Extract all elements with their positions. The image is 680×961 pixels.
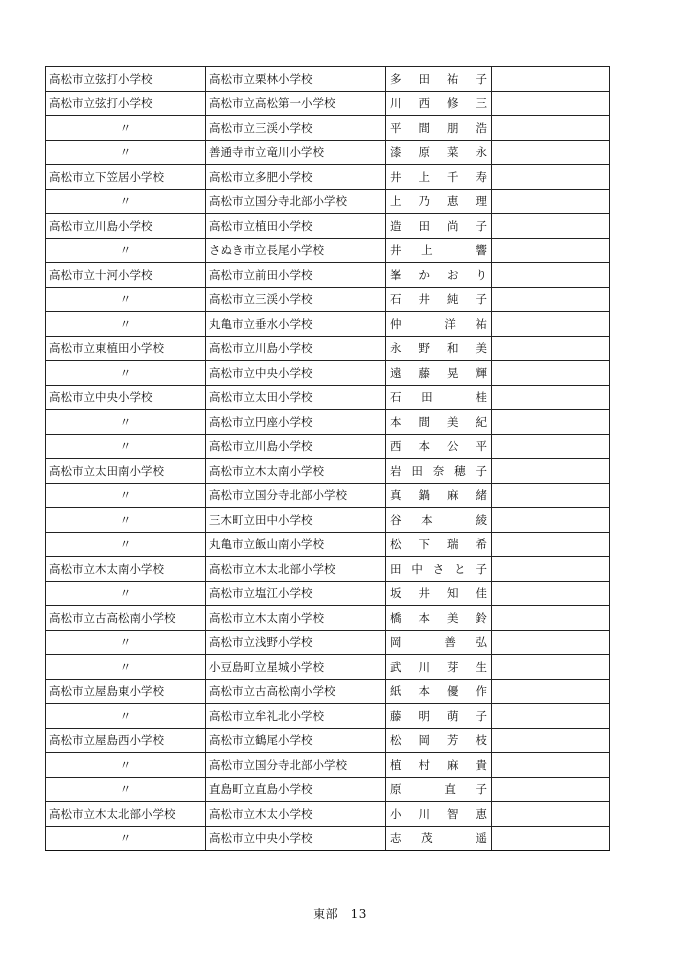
assigned-school-cell: 〃 xyxy=(46,361,206,386)
teacher-name-cell xyxy=(386,802,492,827)
teacher-name-cell xyxy=(386,214,492,239)
table-row xyxy=(46,532,610,557)
teacher-name: 井 上 響 xyxy=(390,243,487,258)
remarks-cell xyxy=(492,410,610,435)
remarks-cell xyxy=(492,557,610,582)
assigned-school-cell: 〃 xyxy=(46,116,206,141)
table-row xyxy=(46,165,610,190)
teacher-name: 平 間 朋 浩 xyxy=(390,120,487,135)
teacher-name: 武 川 芽 生 xyxy=(390,659,487,674)
previous-school-cell: 高松市立中央小学校 xyxy=(206,361,386,386)
remarks-cell xyxy=(492,606,610,631)
previous-school-cell: 高松市立植田小学校 xyxy=(206,214,386,239)
table-row xyxy=(46,189,610,214)
teacher-name: 漆 原 菜 永 xyxy=(390,145,487,160)
teacher-name-cell xyxy=(386,483,492,508)
previous-school-cell: さぬき市立長尾小学校 xyxy=(206,238,386,263)
teacher-name: 永 野 和 美 xyxy=(390,341,487,356)
remarks-cell xyxy=(492,508,610,533)
remarks-cell xyxy=(492,777,610,802)
previous-school-cell: 高松市立木太北部小学校 xyxy=(206,557,386,582)
teacher-name: 小 川 智 恵 xyxy=(390,806,487,821)
remarks-cell xyxy=(492,753,610,778)
previous-school-cell: 丸亀市立垂水小学校 xyxy=(206,312,386,337)
previous-school-cell: 高松市立三渓小学校 xyxy=(206,116,386,141)
remarks-cell xyxy=(492,287,610,312)
teacher-name-cell xyxy=(386,91,492,116)
previous-school-cell: 高松市立塩江小学校 xyxy=(206,581,386,606)
assigned-school-cell: 高松市立古高松南小学校 xyxy=(46,606,206,631)
remarks-cell xyxy=(492,263,610,288)
assigned-school-cell: 高松市立川島小学校 xyxy=(46,214,206,239)
assigned-school-cell: 高松市立太田南小学校 xyxy=(46,459,206,484)
previous-school-cell: 高松市立浅野小学校 xyxy=(206,630,386,655)
table-row xyxy=(46,263,610,288)
table-row xyxy=(46,140,610,165)
remarks-cell xyxy=(492,312,610,337)
previous-school-cell: 善通寺市立竜川小学校 xyxy=(206,140,386,165)
teacher-name: 石 井 純 子 xyxy=(390,292,487,307)
remarks-cell xyxy=(492,238,610,263)
assigned-school-cell: 〃 xyxy=(46,483,206,508)
teacher-name: 西 本 公 平 xyxy=(390,439,487,454)
teacher-name: 本 間 美 紀 xyxy=(390,414,487,429)
teacher-name: 石 田 桂 xyxy=(390,390,487,405)
remarks-cell xyxy=(492,532,610,557)
teacher-name: 志 茂 遥 xyxy=(390,831,487,846)
previous-school-cell: 高松市立木太南小学校 xyxy=(206,459,386,484)
assigned-school-cell: 〃 xyxy=(46,140,206,165)
teacher-name-cell xyxy=(386,361,492,386)
table-row xyxy=(46,67,610,92)
remarks-cell xyxy=(492,116,610,141)
teacher-name-cell xyxy=(386,826,492,851)
remarks-cell xyxy=(492,679,610,704)
previous-school-cell: 高松市立国分寺北部小学校 xyxy=(206,753,386,778)
teacher-name-cell xyxy=(386,238,492,263)
remarks-cell xyxy=(492,581,610,606)
teacher-name: 岡 善 弘 xyxy=(390,635,487,650)
table-row xyxy=(46,361,610,386)
remarks-cell xyxy=(492,385,610,410)
table-row xyxy=(46,336,610,361)
teacher-name-cell xyxy=(386,581,492,606)
table-row xyxy=(46,483,610,508)
assigned-school-cell: 〃 xyxy=(46,655,206,680)
teacher-name-cell xyxy=(386,508,492,533)
teacher-name-cell xyxy=(386,410,492,435)
teacher-name-cell xyxy=(386,753,492,778)
assigned-school-cell: 高松市立屋島東小学校 xyxy=(46,679,206,704)
table-row xyxy=(46,508,610,533)
table-row xyxy=(46,410,610,435)
previous-school-cell: 高松市立太田小学校 xyxy=(206,385,386,410)
teacher-name: 原 直 子 xyxy=(390,782,487,797)
assigned-school-cell: 〃 xyxy=(46,312,206,337)
teacher-name-cell xyxy=(386,655,492,680)
teacher-name-cell xyxy=(386,777,492,802)
teacher-name: 川 西 修 三 xyxy=(390,96,487,111)
previous-school-cell: 高松市立川島小学校 xyxy=(206,434,386,459)
remarks-cell xyxy=(492,140,610,165)
table-row xyxy=(46,287,610,312)
table-row xyxy=(46,753,610,778)
remarks-cell xyxy=(492,630,610,655)
table-row xyxy=(46,826,610,851)
remarks-cell xyxy=(492,434,610,459)
teacher-name-cell xyxy=(386,434,492,459)
previous-school-cell: 高松市立牟礼北小学校 xyxy=(206,704,386,729)
teacher-name-cell xyxy=(386,630,492,655)
remarks-cell xyxy=(492,214,610,239)
previous-school-cell: 高松市立高松第一小学校 xyxy=(206,91,386,116)
previous-school-cell: 高松市立円座小学校 xyxy=(206,410,386,435)
assigned-school-cell: 〃 xyxy=(46,287,206,312)
teacher-name-cell xyxy=(386,606,492,631)
table-row xyxy=(46,679,610,704)
table-row xyxy=(46,630,610,655)
previous-school-cell: 高松市立中央小学校 xyxy=(206,826,386,851)
assigned-school-cell: 〃 xyxy=(46,826,206,851)
table-row xyxy=(46,116,610,141)
table-row xyxy=(46,214,610,239)
assigned-school-cell: 〃 xyxy=(46,508,206,533)
table-row xyxy=(46,434,610,459)
table-row xyxy=(46,802,610,827)
table-row xyxy=(46,777,610,802)
teacher-name-cell xyxy=(386,67,492,92)
assignment-table xyxy=(45,66,610,851)
teacher-name-cell xyxy=(386,336,492,361)
teacher-name-cell xyxy=(386,532,492,557)
teacher-name: 岩 田 奈 穂 子 xyxy=(390,463,487,478)
teacher-name: 仲 洋 祐 xyxy=(390,316,487,331)
table-row xyxy=(46,606,610,631)
teacher-name: 造 田 尚 子 xyxy=(390,218,487,233)
teacher-name-cell xyxy=(386,459,492,484)
table-row xyxy=(46,704,610,729)
teacher-name: 坂 井 知 佳 xyxy=(390,586,487,601)
remarks-cell xyxy=(492,67,610,92)
previous-school-cell: 丸亀市立飯山南小学校 xyxy=(206,532,386,557)
assigned-school-cell: 高松市立屋島西小学校 xyxy=(46,728,206,753)
teacher-name: 井 上 千 寿 xyxy=(390,169,487,184)
table-row xyxy=(46,385,610,410)
previous-school-cell: 高松市立多肥小学校 xyxy=(206,165,386,190)
teacher-name: 上 乃 恵 理 xyxy=(390,194,487,209)
assigned-school-cell: 〃 xyxy=(46,753,206,778)
teacher-name-cell xyxy=(386,704,492,729)
teacher-name: 遠 藤 晃 輝 xyxy=(390,365,487,380)
assigned-school-cell: 〃 xyxy=(46,189,206,214)
assigned-school-cell: 高松市立下笠居小学校 xyxy=(46,165,206,190)
teacher-name: 田 中 さ と 子 xyxy=(390,561,487,576)
remarks-cell xyxy=(492,704,610,729)
teacher-name: 谷 本 綾 xyxy=(390,512,487,527)
remarks-cell xyxy=(492,826,610,851)
table-row xyxy=(46,312,610,337)
assigned-school-cell: 〃 xyxy=(46,238,206,263)
assigned-school-cell: 高松市立十河小学校 xyxy=(46,263,206,288)
previous-school-cell: 高松市立前田小学校 xyxy=(206,263,386,288)
teacher-name: 真 鍋 麻 緒 xyxy=(390,488,487,503)
assigned-school-cell: 高松市立木太北部小学校 xyxy=(46,802,206,827)
teacher-name-cell xyxy=(386,165,492,190)
remarks-cell xyxy=(492,91,610,116)
table-row xyxy=(46,459,610,484)
teacher-name: 植 村 麻 貴 xyxy=(390,757,487,772)
teacher-name-cell xyxy=(386,679,492,704)
assigned-school-cell: 〃 xyxy=(46,410,206,435)
teacher-name: 松 下 瑞 希 xyxy=(390,537,487,552)
previous-school-cell: 高松市立三渓小学校 xyxy=(206,287,386,312)
teacher-name: 峯 か お り xyxy=(390,267,487,282)
assigned-school-cell: 高松市立中央小学校 xyxy=(46,385,206,410)
table-body xyxy=(46,67,610,851)
teacher-name-cell xyxy=(386,557,492,582)
teacher-name-cell xyxy=(386,116,492,141)
teacher-name-cell xyxy=(386,140,492,165)
teacher-name: 多 田 祐 子 xyxy=(390,71,487,86)
teacher-name-cell xyxy=(386,263,492,288)
assigned-school-cell: 高松市立弦打小学校 xyxy=(46,91,206,116)
remarks-cell xyxy=(492,336,610,361)
assigned-school-cell: 高松市立弦打小学校 xyxy=(46,67,206,92)
teacher-name: 紙 本 優 作 xyxy=(390,684,487,699)
table-row xyxy=(46,557,610,582)
previous-school-cell: 高松市立栗林小学校 xyxy=(206,67,386,92)
teacher-name-cell xyxy=(386,312,492,337)
assigned-school-cell: 高松市立木太南小学校 xyxy=(46,557,206,582)
table-row xyxy=(46,728,610,753)
teacher-name: 橋 本 美 鈴 xyxy=(390,610,487,625)
remarks-cell xyxy=(492,728,610,753)
teacher-name-cell xyxy=(386,189,492,214)
remarks-cell xyxy=(492,361,610,386)
assigned-school-cell: 〃 xyxy=(46,777,206,802)
teacher-name-cell xyxy=(386,287,492,312)
previous-school-cell: 三木町立田中小学校 xyxy=(206,508,386,533)
assigned-school-cell: 〃 xyxy=(46,532,206,557)
previous-school-cell: 高松市立木太小学校 xyxy=(206,802,386,827)
previous-school-cell: 小豆島町立星城小学校 xyxy=(206,655,386,680)
remarks-cell xyxy=(492,483,610,508)
assigned-school-cell: 〃 xyxy=(46,581,206,606)
assigned-school-cell: 〃 xyxy=(46,434,206,459)
remarks-cell xyxy=(492,189,610,214)
teacher-name-cell xyxy=(386,728,492,753)
assigned-school-cell: 〃 xyxy=(46,704,206,729)
table-row xyxy=(46,655,610,680)
table-row xyxy=(46,581,610,606)
previous-school-cell: 高松市立鶴尾小学校 xyxy=(206,728,386,753)
page-footer: 東部 13 xyxy=(313,907,367,921)
assigned-school-cell: 高松市立東植田小学校 xyxy=(46,336,206,361)
remarks-cell xyxy=(492,655,610,680)
remarks-cell xyxy=(492,459,610,484)
remarks-cell xyxy=(492,802,610,827)
remarks-cell xyxy=(492,165,610,190)
teacher-name: 藤 明 萌 子 xyxy=(390,708,487,723)
teacher-name: 松 岡 芳 枝 xyxy=(390,733,487,748)
previous-school-cell: 高松市立川島小学校 xyxy=(206,336,386,361)
table-row xyxy=(46,238,610,263)
previous-school-cell: 高松市立国分寺北部小学校 xyxy=(206,483,386,508)
assigned-school-cell: 〃 xyxy=(46,630,206,655)
previous-school-cell: 高松市立古高松南小学校 xyxy=(206,679,386,704)
teacher-name-cell xyxy=(386,385,492,410)
previous-school-cell: 高松市立木太南小学校 xyxy=(206,606,386,631)
table-row xyxy=(46,91,610,116)
previous-school-cell: 高松市立国分寺北部小学校 xyxy=(206,189,386,214)
previous-school-cell: 直島町立直島小学校 xyxy=(206,777,386,802)
